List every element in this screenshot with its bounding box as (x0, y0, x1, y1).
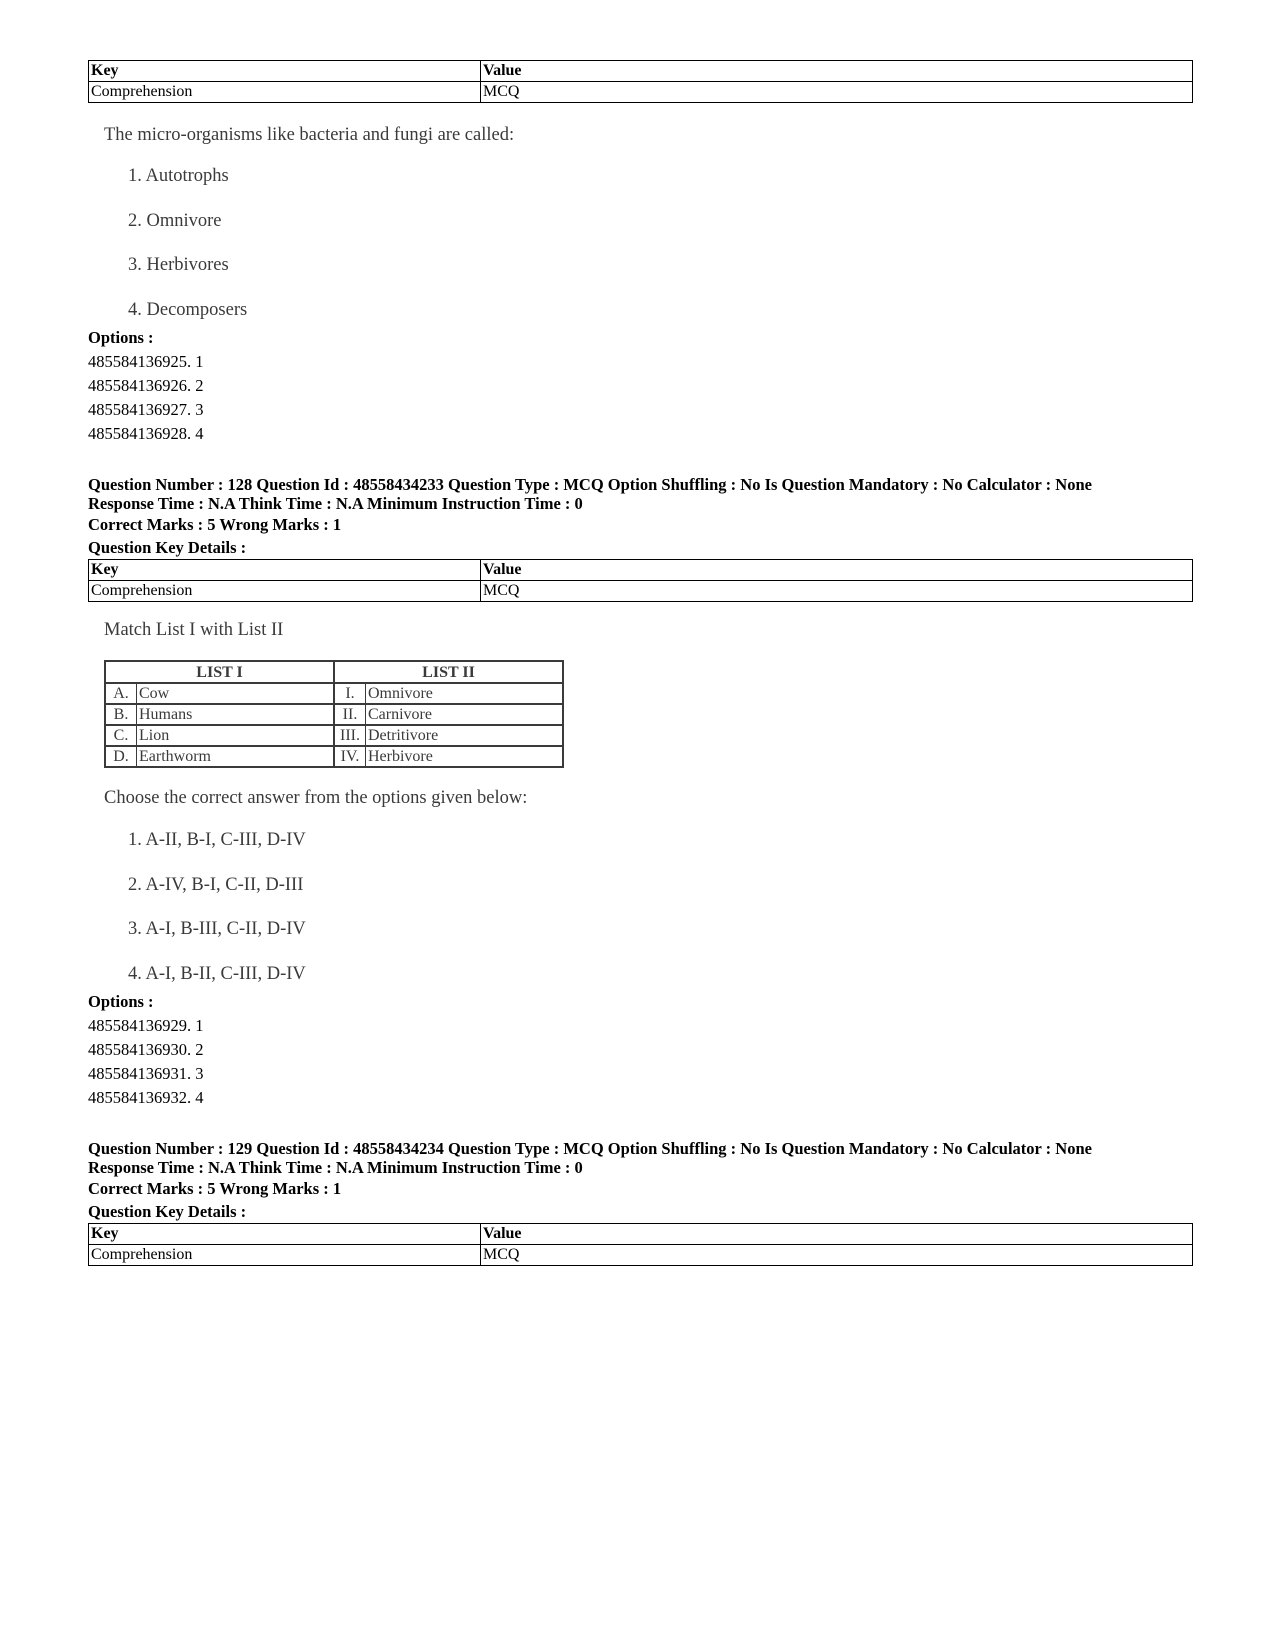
key-cell: Comprehension (89, 581, 481, 602)
option-item: 485584136927. 3 (88, 400, 204, 419)
match-table-header-row (105, 661, 563, 683)
list-one-item: Cow (137, 683, 335, 704)
answer-choice: 4. Decomposers (128, 299, 248, 320)
value-header-cell: Value (481, 560, 1193, 581)
value-header-cell: Value (481, 1224, 1193, 1245)
answer-choice: 4. A-I, B-II, C-III, D-IV (128, 963, 306, 984)
list-one-letter: A. (105, 683, 137, 704)
question-meta-line: Question Number : 129 Question Id : 48558434234 Question Type : MCQ Option Shuffling : No Is Question Mandatory : No Calculator : None (88, 1139, 1092, 1158)
question-image (88, 121, 1193, 340)
list-two-header: LIST II (334, 661, 563, 683)
answer-choice: 1. Autotrophs (128, 166, 229, 186)
document-page (88, 0, 1193, 1266)
key-table-row (89, 581, 1193, 602)
list-two-item: Carnivore (366, 704, 564, 725)
key-header-cell: Key (89, 61, 481, 82)
option-item: 485584136931. 3 (88, 1064, 204, 1083)
option-item: 485584136926. 2 (88, 376, 204, 395)
question-stem: Match List I with List II (104, 620, 284, 640)
match-table-row (105, 725, 563, 746)
question-key-table (88, 1223, 1193, 1266)
list-two-item: Omnivore (366, 683, 564, 704)
value-cell: MCQ (481, 581, 1193, 602)
question-timing-line: Response Time : N.A Think Time : N.A Minimum Instruction Time : 0 (88, 1158, 583, 1177)
question-meta (88, 475, 1193, 559)
answer-choice: 3. A-I, B-III, C-II, D-IV (128, 919, 306, 939)
answer-choice: 2. Omnivore (128, 210, 222, 231)
list-two-numeral: II. (334, 704, 366, 725)
options-label: Options : (88, 992, 154, 1011)
option-item: 485584136925. 1 (88, 352, 204, 371)
key-table-row (89, 1245, 1193, 1266)
question-instruction: Choose the correct answer from the options given below: (104, 788, 528, 808)
list-two-numeral: I. (334, 683, 366, 704)
list-one-letter: C. (105, 725, 137, 746)
key-cell: Comprehension (89, 1245, 481, 1266)
key-details-label: Question Key Details : (88, 1202, 247, 1221)
value-cell: MCQ (481, 1245, 1193, 1266)
key-cell: Comprehension (89, 82, 481, 103)
list-one-header: LIST I (105, 661, 334, 683)
key-header-cell: Key (89, 1224, 481, 1245)
value-header-cell: Value (481, 61, 1193, 82)
list-two-item: Detritivore (366, 725, 564, 746)
key-table-header-row (89, 1224, 1193, 1245)
match-table-row (105, 683, 563, 704)
list-two-item: Herbivore (366, 746, 564, 767)
options-section (88, 326, 1193, 446)
list-one-item: Humans (137, 704, 335, 725)
answer-choices (88, 162, 1193, 340)
option-item: 485584136932. 4 (88, 1088, 204, 1107)
list-two-numeral: IV. (334, 746, 366, 767)
question-marks: Correct Marks : 5 Wrong Marks : 1 (88, 515, 342, 534)
answer-choice: 3. Herbivores (128, 255, 229, 275)
list-one-letter: B. (105, 704, 137, 725)
list-two-numeral: III. (334, 725, 366, 746)
match-table-row (105, 746, 563, 767)
question-image (88, 616, 1193, 1004)
question-key-table (88, 559, 1193, 602)
option-item: 485584136928. 4 (88, 424, 204, 443)
options-label: Options : (88, 328, 154, 347)
key-details-label: Question Key Details : (88, 538, 247, 557)
list-one-letter: D. (105, 746, 137, 767)
question-marks: Correct Marks : 5 Wrong Marks : 1 (88, 1179, 342, 1198)
option-item: 485584136930. 2 (88, 1040, 204, 1059)
question-meta-line: Question Number : 128 Question Id : 48558434233 Question Type : MCQ Option Shuffling : No Is Question Mandatory : No Calculator : None (88, 475, 1092, 494)
question-stem: The micro-organisms like bacteria and fungi are called: (104, 125, 515, 145)
key-table-header-row (89, 61, 1193, 82)
answer-choice: 2. A-IV, B-I, C-II, D-III (128, 874, 304, 895)
options-section (88, 990, 1193, 1110)
key-table-header-row (89, 560, 1193, 581)
answer-choices (88, 826, 1193, 1004)
question-key-table (88, 60, 1193, 103)
list-one-item: Lion (137, 725, 335, 746)
key-table-row (89, 82, 1193, 103)
question-timing-line: Response Time : N.A Think Time : N.A Minimum Instruction Time : 0 (88, 494, 583, 513)
match-table-row (105, 704, 563, 725)
match-table (104, 660, 564, 768)
question-meta (88, 1139, 1193, 1223)
option-item: 485584136929. 1 (88, 1016, 204, 1035)
list-one-item: Earthworm (137, 746, 335, 767)
answer-choice: 1. A-II, B-I, C-III, D-IV (128, 830, 306, 850)
value-cell: MCQ (481, 82, 1193, 103)
key-header-cell: Key (89, 560, 481, 581)
